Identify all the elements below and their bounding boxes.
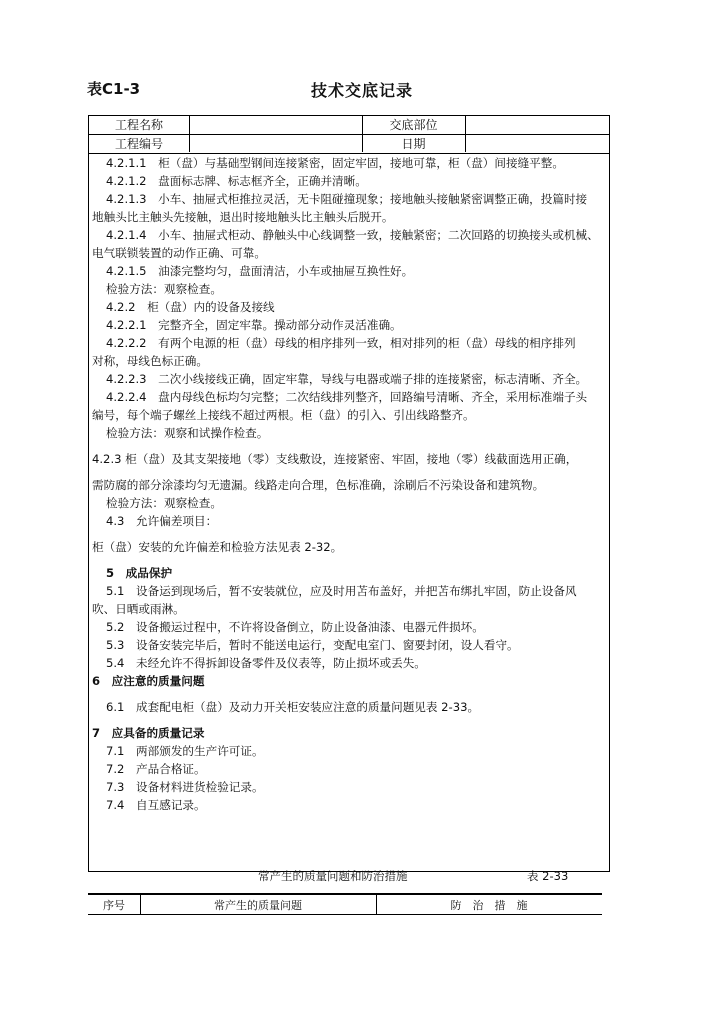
text-line: 5.2 设备搬运过程中，不许将设备倒立，防止设备油漆、电器元件损坏。	[106, 620, 484, 634]
info-row-1	[89, 116, 609, 134]
project-no-value[interactable]	[189, 135, 362, 153]
text-line: 4.2.2.2 有两个电源的柜（盘）母线的相序排列一致，相对排列的柜（盘）母线的相序排列	[106, 336, 576, 350]
text-line: 4.2.3 柜（盘）及其支架接地（零）支线敷设，连接紧密、牢固，接地（零）线截面选用正确，	[92, 452, 578, 466]
dept-label: 交底部位	[389, 118, 438, 132]
project-name-label: 工程名称	[114, 118, 163, 132]
section-heading: 5 成品保护	[106, 566, 173, 580]
text-line: 4.2.1.4 小车、抽屉式柜动、静触头中心线调整一致，接触紧密；二次回路的切换接头或机械、	[106, 228, 599, 242]
text-line: 5.3 设备安装完毕后，暂时不能送电运行，变配电室门、窗要封闭，设人看守。	[106, 638, 519, 652]
text-line: 检验方法：观察和试操作检查。	[106, 426, 269, 440]
text-line: 5.1 设备运到现场后，暂不安装就位，应及时用苫布盖好，并把苫布绑扎牢固，防止设备风	[106, 584, 577, 598]
text-line: 6.1 成套配电柜（盘）及动力开关柜安装应注意的质量问题见表 2-33。	[106, 700, 480, 714]
text-line: 4.2.2.4 盘内母线色标均匀完整；二次结线排列整齐，回路编号清晰、齐全，采用标准端子头	[106, 390, 588, 404]
text-line: 7.1 两部颁发的生产许可证。	[106, 744, 264, 758]
col-header-measure: 防 治 措 施	[450, 899, 528, 912]
page-title: 技术交底记录	[310, 81, 413, 100]
text-line: 需防腐的部分涂漆均匀无遗漏。线路走向合理，色标准确，涂刷后不污染设备和建筑物。	[92, 478, 545, 492]
dept-value[interactable]	[465, 116, 609, 134]
project-name-value[interactable]	[189, 116, 362, 134]
info-row-2	[89, 135, 609, 153]
text-line: 对称，母线色标正确。	[92, 354, 208, 368]
text-line: 4.2.2.3 二次小线接线正确，固定牢靠，导线与电器或端子排的连接紧密，标志清晰、齐全。	[106, 372, 588, 386]
text-line: 吹、日晒或雨淋。	[92, 602, 185, 616]
table-title: 常产生的质量问题和防治措施	[258, 869, 408, 883]
text-line: 电气联锁装置的动作正确、可靠。	[92, 246, 266, 260]
text-line: 4.2.1.2 盘面标志牌、标志框齐全，正确并清晰。	[106, 174, 367, 188]
text-line: 4.2.2 柜（盘）内的设备及接线	[106, 300, 275, 314]
text-line: 4.2.1.5 油漆完整均匀，盘面清洁，小车或抽屉互换性好。	[106, 264, 414, 278]
date-label: 日期	[401, 137, 426, 151]
text-line: 5.4 未经允许不得拆卸设备零件及仪表等，防止损坏或丢失。	[106, 656, 426, 670]
date-value[interactable]	[465, 135, 609, 153]
text-line: 7.2 产品合格证。	[106, 762, 206, 776]
section-heading: 6 应注意的质量问题	[92, 674, 205, 688]
col-header-issue: 常产生的质量问题	[214, 899, 302, 912]
text-line: 4.3 允许偏差项目：	[106, 514, 218, 528]
text-line: 检验方法：观察检查。	[106, 282, 222, 296]
text-line: 柜（盘）安装的允许偏差和检验方法见表 2-32。	[92, 540, 343, 554]
text-line: 地触头比主触头先接触，退出时接地触头比主触头后脱开。	[92, 210, 394, 224]
text-line: 4.2.1.1 柜（盘）与基础型钢间连接紧密，固定牢固，接地可靠，柜（盘）间接缝平整。	[106, 156, 564, 170]
col-header-no: 序号	[103, 899, 125, 912]
content-body	[92, 154, 604, 814]
text-line: 4.2.1.3 小车、抽屉式柜推拉灵活，无卡阻碰撞现象；接地触头接触紧密调整正确，投篇时接	[106, 192, 588, 206]
text-line: 7.4 自互感记录。	[106, 798, 206, 812]
text-line: 检验方法：观察检查。	[106, 496, 222, 510]
text-line: 编号，每个端子螺丝上接线不超过两根。柜（盘）的引入、引出线路整齐。	[92, 408, 475, 422]
text-line: 4.2.2.1 完整齐全，固定牢靠。操动部分动作灵活准确。	[106, 318, 402, 332]
section-heading: 7 应具备的质量记录	[92, 726, 205, 740]
form-code: 表C1-3	[87, 80, 141, 98]
record-frame	[88, 115, 610, 872]
table-number: 表 2-33	[527, 869, 569, 883]
quality-issues-table	[88, 893, 602, 915]
text-line: 7.3 设备材料进货检验记录。	[106, 780, 264, 794]
project-no-label: 工程编号	[114, 137, 163, 151]
